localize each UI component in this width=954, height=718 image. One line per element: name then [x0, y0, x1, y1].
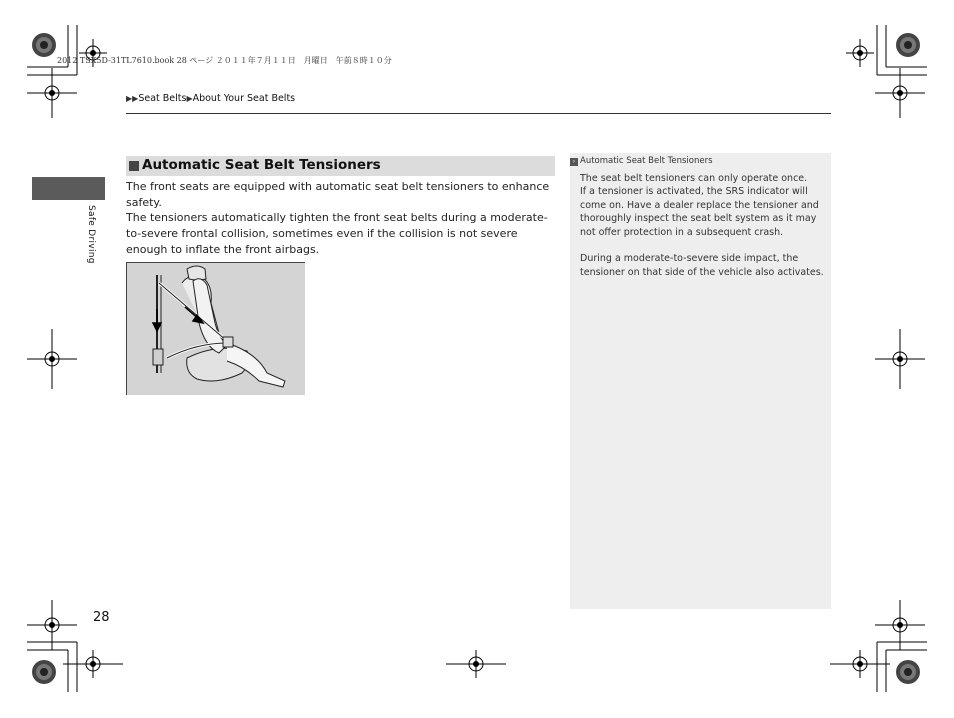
- section-title: Automatic Seat Belt Tensioners: [142, 157, 381, 173]
- breadcrumb-arrow-icon: ▶▶: [126, 94, 139, 103]
- sidebar-paragraph: If a tensioner is activated, the SRS indicator will come on. Have a dealer replace the tensioner and thoroughly inspect the seat belt system as it may not offer protection in a subsequent crash.: [580, 186, 819, 238]
- seat-belt-tensioner-illustration: [126, 262, 305, 395]
- note-icon: ›: [570, 158, 578, 166]
- sidebar-paragraph: During a moderate-to-severe side impact, the tensioner on that side of the vehicle also activates.: [580, 253, 824, 278]
- breadcrumb-item[interactable]: About Your Seat Belts: [192, 93, 296, 104]
- body-paragraph: The tensioners automatically tighten the front seat belts during a moderate-to-severe frontal collision, sometimes even if the collision is not severe enough to inflate the front airbags.: [126, 211, 548, 256]
- chapter-tab[interactable]: [32, 177, 105, 200]
- print-header: 2012 TSX5D-31TL7610.book 28 ページ ２０１１年７月１１日 月曜日 午前８時１０分: [57, 56, 392, 65]
- header-rule: [126, 113, 831, 114]
- sidebar-paragraph: The seat belt tensioners can only operate once.: [580, 173, 808, 184]
- seat-illustration-svg: [127, 263, 305, 395]
- section-square-icon: [129, 161, 139, 171]
- body-paragraph: The front seats are equipped with automatic seat belt tensioners to enhance safety.: [126, 180, 550, 209]
- sidebar-title: Automatic Seat Belt Tensioners: [580, 156, 713, 166]
- note-sidebar: [570, 153, 831, 609]
- breadcrumb: [126, 93, 295, 104]
- breadcrumb-item[interactable]: Seat Belts: [138, 93, 187, 104]
- page-number: 28: [93, 610, 110, 625]
- section-heading: [126, 156, 555, 176]
- breadcrumb-arrow-icon: ▶: [186, 94, 193, 103]
- sidebar-title-row: [570, 156, 713, 166]
- chapter-tab-label: Safe Driving: [86, 205, 96, 264]
